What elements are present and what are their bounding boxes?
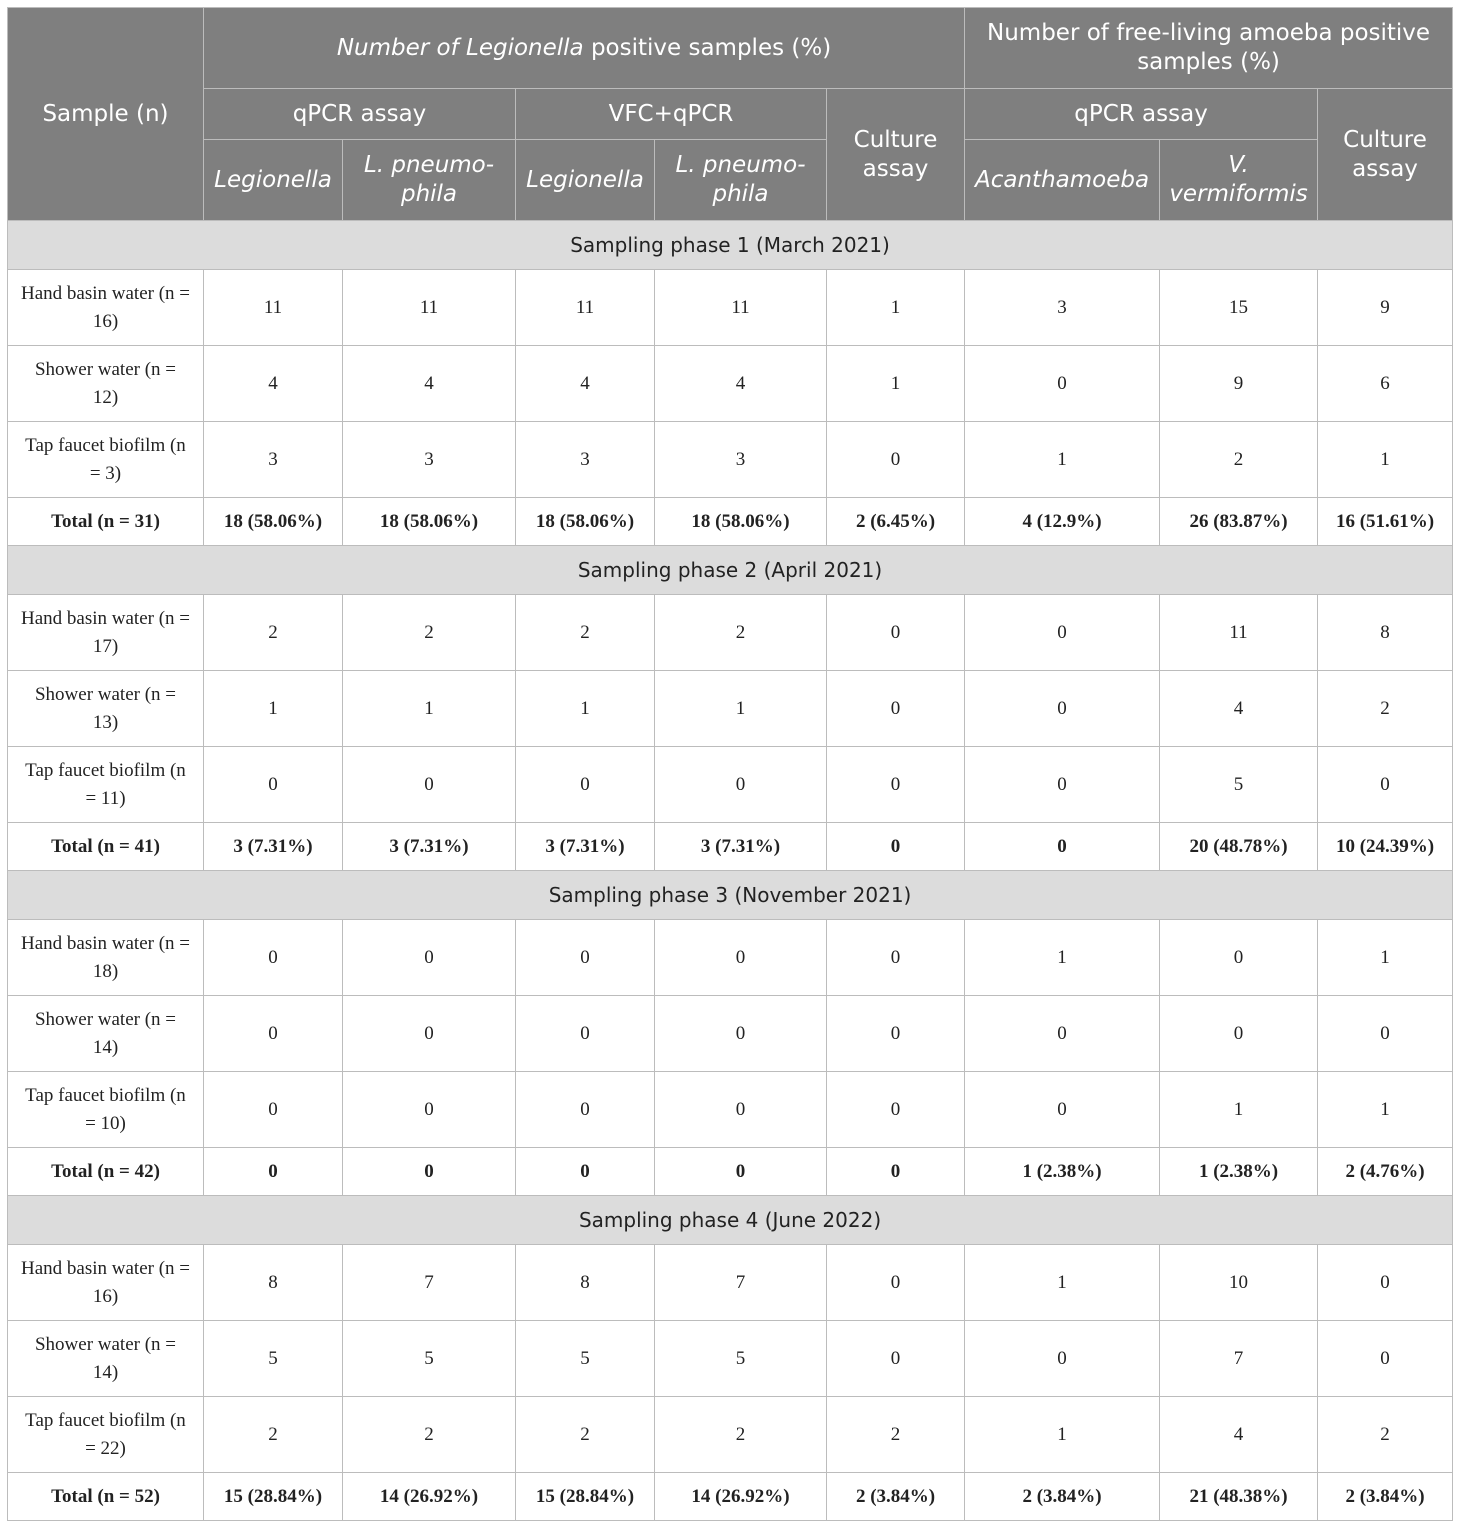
vfc-qpcr-header: VFC+qPCR [516,89,827,140]
table-cell: 0 [827,747,965,823]
table-row [8,595,1453,671]
table-cell: 0 [516,1072,655,1148]
table-cell: 9 [1318,270,1453,346]
row-label: Tap faucet biofilm (n = 10) [8,1072,204,1148]
table-cell: 0 [343,1072,516,1148]
table-cell: 1 [1318,920,1453,996]
table-cell: 1 [655,671,827,747]
total-cell: 4 (12.9%) [965,498,1160,546]
table-cell: 0 [965,747,1160,823]
total-label: Total (n = 41) [8,823,204,871]
col-vvermiformis: V. vermiformis [1160,140,1318,221]
table-cell: 1 [965,1397,1160,1473]
table-cell: 3 [516,422,655,498]
table-cell: 0 [965,996,1160,1072]
table-cell: 5 [516,1321,655,1397]
table-row [8,747,1453,823]
table-cell: 0 [343,920,516,996]
table-cell: 0 [965,1321,1160,1397]
table-cell: 0 [1318,1245,1453,1321]
table-cell: 2 [204,595,343,671]
table-cell: 3 [204,422,343,498]
table-cell: 8 [1318,595,1453,671]
table-cell: 0 [827,671,965,747]
table-cell: 2 [204,1397,343,1473]
table-body [8,221,1453,1521]
table-cell: 0 [1318,747,1453,823]
row-label: Tap faucet biofilm (n = 11) [8,747,204,823]
table-cell: 4 [343,346,516,422]
table-row [8,1397,1453,1473]
row-label: Hand basin water (n = 16) [8,1245,204,1321]
table-cell: 4 [655,346,827,422]
table-cell: 1 [827,346,965,422]
table-cell: 1 [965,920,1160,996]
row-label: Shower water (n = 14) [8,996,204,1072]
table-cell: 0 [655,920,827,996]
results-table [7,7,1453,1521]
table-cell: 8 [516,1245,655,1321]
table-cell: 0 [204,747,343,823]
qpcr-assay-header: qPCR assay [204,89,516,140]
table-cell: 1 [965,1245,1160,1321]
total-cell: 2 (3.84%) [827,1473,965,1521]
table-cell: 2 [655,1397,827,1473]
table-row [8,1245,1453,1321]
col-legionella-vfc: Legionella [516,140,655,221]
table-cell: 0 [516,920,655,996]
table-cell: 0 [1318,1321,1453,1397]
table-cell: 1 [516,671,655,747]
table-row [8,270,1453,346]
table-cell: 9 [1160,346,1318,422]
table-cell: 0 [965,1072,1160,1148]
total-cell: 26 (83.87%) [1160,498,1318,546]
table-cell: 8 [204,1245,343,1321]
table-cell: 2 [516,1397,655,1473]
table-cell: 2 [655,595,827,671]
table-cell: 2 [516,595,655,671]
legionella-group-italic: Number of Legionella [336,34,584,61]
row-label: Tap faucet biofilm (n = 22) [8,1397,204,1473]
table-cell: 4 [1160,1397,1318,1473]
col-acanthamoeba: Acanthamoeba [965,140,1160,221]
total-row [8,1148,1453,1196]
row-label: Shower water (n = 12) [8,346,204,422]
table-cell: 0 [827,1245,965,1321]
table-row [8,671,1453,747]
table-cell: 11 [655,270,827,346]
total-cell: 0 [655,1148,827,1196]
table-cell: 0 [343,996,516,1072]
total-cell: 0 [827,823,965,871]
table-cell: 0 [965,346,1160,422]
table-cell: 0 [343,747,516,823]
table-cell: 7 [1160,1321,1318,1397]
phase-title: Sampling phase 4 (June 2022) [8,1196,1453,1245]
total-cell: 15 (28.84%) [516,1473,655,1521]
table-cell: 15 [1160,270,1318,346]
table-cell: 0 [655,996,827,1072]
col-lpneumophila-vfc: L. pneumo-phila [655,140,827,221]
table-cell: 7 [655,1245,827,1321]
table-cell: 3 [655,422,827,498]
qpcr-assay-amoeba-header: qPCR assay [965,89,1318,140]
table-cell: 6 [1318,346,1453,422]
total-cell: 18 (58.06%) [516,498,655,546]
total-row [8,823,1453,871]
total-cell: 1 (2.38%) [965,1148,1160,1196]
total-cell: 14 (26.92%) [655,1473,827,1521]
total-cell: 0 [516,1148,655,1196]
table-cell: 11 [516,270,655,346]
table-row [8,920,1453,996]
row-label: Hand basin water (n = 16) [8,270,204,346]
table-cell: 0 [965,671,1160,747]
table-cell: 0 [965,595,1160,671]
table-cell: 11 [1160,595,1318,671]
total-cell: 3 (7.31%) [655,823,827,871]
table-cell: 1 [1160,1072,1318,1148]
table-cell: 5 [204,1321,343,1397]
total-cell: 18 (58.06%) [655,498,827,546]
total-cell: 0 [827,1148,965,1196]
col-legionella: Legionella [204,140,343,221]
total-cell: 3 (7.31%) [204,823,343,871]
total-label: Total (n = 42) [8,1148,204,1196]
table-cell: 1 [204,671,343,747]
total-row [8,1473,1453,1521]
total-cell: 2 (3.84%) [1318,1473,1453,1521]
table-cell: 0 [655,747,827,823]
table-cell: 0 [655,1072,827,1148]
total-cell: 3 (7.31%) [343,823,516,871]
table-cell: 2 [1160,422,1318,498]
total-cell: 0 [343,1148,516,1196]
table-cell: 5 [655,1321,827,1397]
total-cell: 2 (3.84%) [965,1473,1160,1521]
table-cell: 0 [1160,920,1318,996]
total-cell: 10 (24.39%) [1318,823,1453,871]
total-cell: 3 (7.31%) [516,823,655,871]
row-label: Hand basin water (n = 18) [8,920,204,996]
total-cell: 21 (48.38%) [1160,1473,1318,1521]
table-cell: 2 [343,1397,516,1473]
table-cell: 4 [1160,671,1318,747]
table-cell: 5 [1160,747,1318,823]
row-label: Tap faucet biofilm (n = 3) [8,422,204,498]
total-row [8,498,1453,546]
total-cell: 0 [204,1148,343,1196]
sample-header: Sample (n) [8,8,204,221]
table-cell: 4 [516,346,655,422]
total-cell: 14 (26.92%) [343,1473,516,1521]
table-cell: 11 [343,270,516,346]
table-cell: 1 [827,270,965,346]
table-cell: 3 [965,270,1160,346]
phase-row [8,546,1453,595]
total-cell: 15 (28.84%) [204,1473,343,1521]
phase-row [8,221,1453,270]
culture-assay-amoeba-header: Culture assay [1318,89,1453,221]
total-cell: 16 (51.61%) [1318,498,1453,546]
table-cell: 0 [516,747,655,823]
table-cell: 0 [827,920,965,996]
table-cell: 1 [1318,422,1453,498]
col-lpneumophila: L. pneumo-phila [343,140,516,221]
total-cell: 2 (4.76%) [1318,1148,1453,1196]
table-row [8,346,1453,422]
total-cell: 2 (6.45%) [827,498,965,546]
row-label: Shower water (n = 14) [8,1321,204,1397]
table-cell: 0 [827,996,965,1072]
phase-row [8,871,1453,920]
table-cell: 2 [1318,671,1453,747]
culture-assay-header: Culture assay [827,89,965,221]
table-cell: 3 [343,422,516,498]
table-row [8,1072,1453,1148]
table-row [8,1321,1453,1397]
amoeba-group-header: Number of free-living amoeba positive samples (%) [965,8,1453,89]
legionella-group-rest: positive samples (%) [583,34,832,61]
table-cell: 1 [343,671,516,747]
table-cell: 5 [343,1321,516,1397]
table-cell: 0 [827,595,965,671]
table-cell: 0 [204,996,343,1072]
table-cell: 0 [516,996,655,1072]
table-cell: 1 [1318,1072,1453,1148]
total-cell: 20 (48.78%) [1160,823,1318,871]
phase-title: Sampling phase 2 (April 2021) [8,546,1453,595]
phase-title: Sampling phase 3 (November 2021) [8,871,1453,920]
table-cell: 0 [204,1072,343,1148]
table-cell: 11 [204,270,343,346]
row-label: Shower water (n = 13) [8,671,204,747]
table-cell: 0 [827,1072,965,1148]
table-cell: 4 [204,346,343,422]
total-cell: 18 (58.06%) [343,498,516,546]
total-label: Total (n = 31) [8,498,204,546]
table-row [8,996,1453,1072]
table-cell: 2 [827,1397,965,1473]
total-cell: 18 (58.06%) [204,498,343,546]
phase-row [8,1196,1453,1245]
legionella-group-header [204,8,965,89]
table-cell: 10 [1160,1245,1318,1321]
table-cell: 0 [827,1321,965,1397]
table-cell: 7 [343,1245,516,1321]
table-row [8,422,1453,498]
phase-title: Sampling phase 1 (March 2021) [8,221,1453,270]
table-cell: 0 [827,422,965,498]
table-cell: 0 [204,920,343,996]
table-cell: 2 [343,595,516,671]
row-label: Hand basin water (n = 17) [8,595,204,671]
table-cell: 0 [1318,996,1453,1072]
table-cell: 1 [965,422,1160,498]
total-cell: 0 [965,823,1160,871]
total-cell: 1 (2.38%) [1160,1148,1318,1196]
table-cell: 2 [1318,1397,1453,1473]
table-cell: 0 [1160,996,1318,1072]
total-label: Total (n = 52) [8,1473,204,1521]
